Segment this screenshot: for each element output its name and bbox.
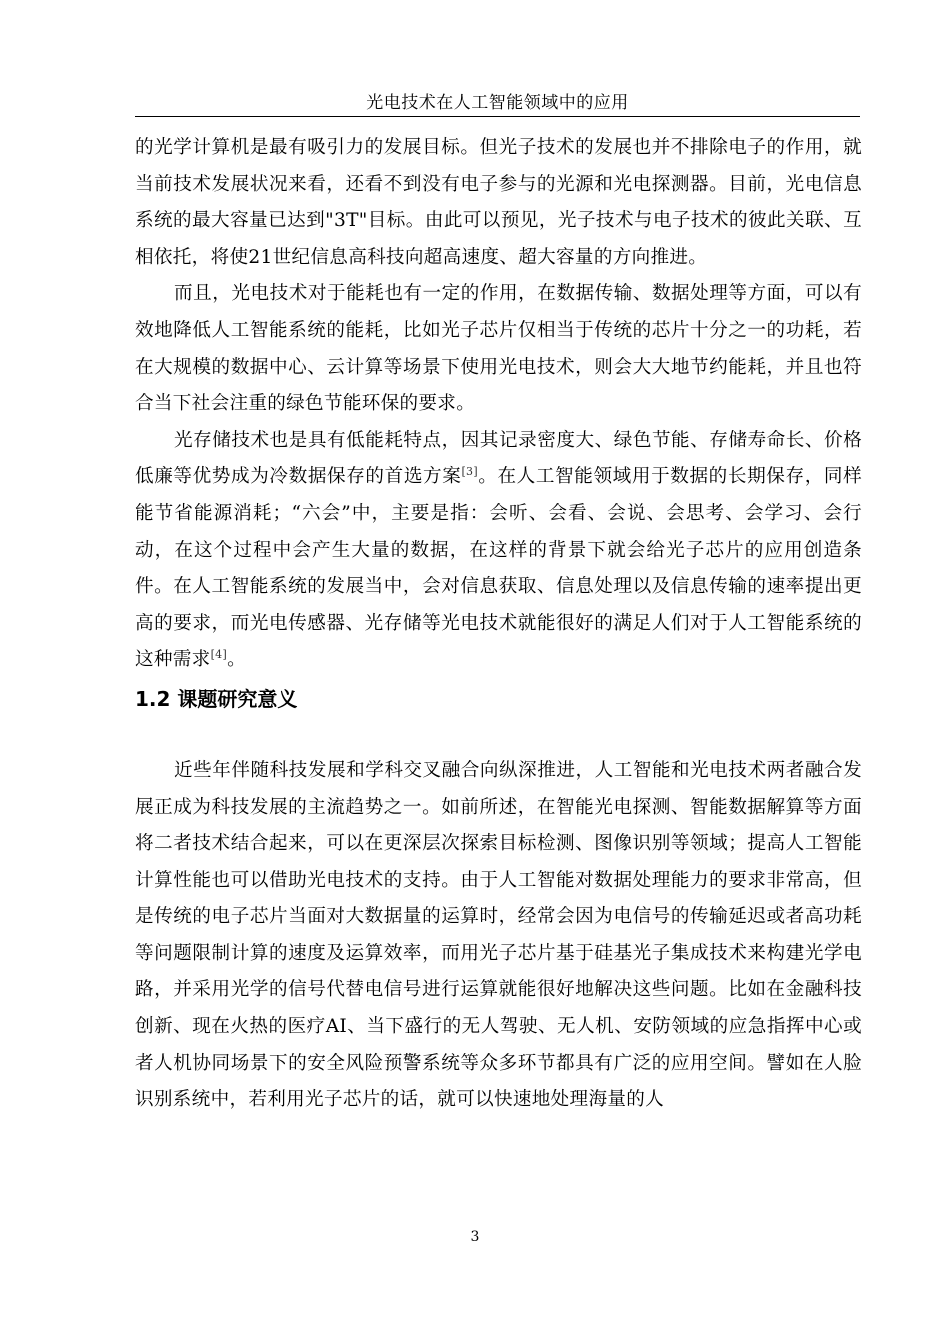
paragraph-3 xyxy=(135,423,862,679)
paragraph-3-text-b: 。在人工智能领域用于数据的长期保存，同样能节省能源消耗；“六会”中，主要是指：会听、会看、会说、会思考、会学习、会行动，在这个过程中会产生大量的数据，在这样的背景下就会给光子芯片的应用创造条件。在人工智能系统的发展当中，会对信息获取、信息处理以及信息传输的速率提出更高的要求，而光电传感器、光存储等光电技术就能很好的满足人们对于人工智能系统的这种需求 xyxy=(135,466,862,671)
running-header-title: 光电技术在人工智能领域中的应用 xyxy=(366,93,629,113)
header-rule xyxy=(135,116,860,117)
citation-3: [3] xyxy=(461,465,478,479)
paragraph-4: 近些年伴随科技发展和学科交叉融合向纵深推进，人工智能和光电技术两者融合发展正成为科技发展的主流趋势之一。如前所述，在智能光电探测、智能数据解算等方面将二者技术结合起来，可以在更深层次探索目标检测、图像识别等领域；提高人工智能计算性能也可以借助光电技术的支持。由于人工智能对数据处理能力的要求非常高，但是传统的电子芯片当面对大数据量的运算时，经常会因为电信号的传输延迟或者高功耗等问题限制计算的速度及运算效率，而用光子芯片基于硅基光子集成技术来构建光学电路，并采用光学的信号代替电信号进行运算就能很好地解决这些问题。比如在金融科技创新、现在火热的医疗AI、当下盛行的无人驾驶、无人机、安防领域的应急指挥中心或者人机协同场景下的安全风险预警系统等众多环节都具有广泛的应用空间。譬如在人脸识别系统中，若利用光子芯片的话，就可以快速地处理海量的人 xyxy=(135,759,862,1111)
page-number: 3 xyxy=(470,1229,480,1245)
section-heading: 1.2 课题研究意义 xyxy=(135,686,298,711)
citation-4: [4] xyxy=(210,648,228,662)
paragraph-3-text-a: 光存储技术也是具有低能耗特点，因其记录密度大、绿色节能、存储寿命长、价格低廉等优势成为冷数据保存的首选方案 xyxy=(135,429,862,488)
paragraph-2: 而且，光电技术对于能耗也有一定的作用，在数据传输、数据处理等方面，可以有效地降低人工智能系统的能耗，比如光子芯片仅相当于传统的芯片十分之一的功耗，若在大规模的数据中心、云计算等场景下使用光电技术，则会大大地节约能耗，并且也符合当下社会注重的绿色节能环保的要求。 xyxy=(135,283,862,415)
paragraph-3-text-c: 。 xyxy=(227,649,246,671)
section-spacer xyxy=(135,717,862,753)
body-text xyxy=(135,130,862,1119)
paragraph-1: 的光学计算机是最有吸引力的发展目标。但光子技术的发展也并不排除电子的作用，就当前技术发展状况来看，还看不到没有电子参与的光源和光电探测器。目前，光电信息系统的最大容量已达到"3T"目标。由此可以预见，光子技术与电子技术的彼此关联、互相依托，将使21世纪信息高科技向超高速度、超大容量的方向推进。 xyxy=(135,137,862,268)
